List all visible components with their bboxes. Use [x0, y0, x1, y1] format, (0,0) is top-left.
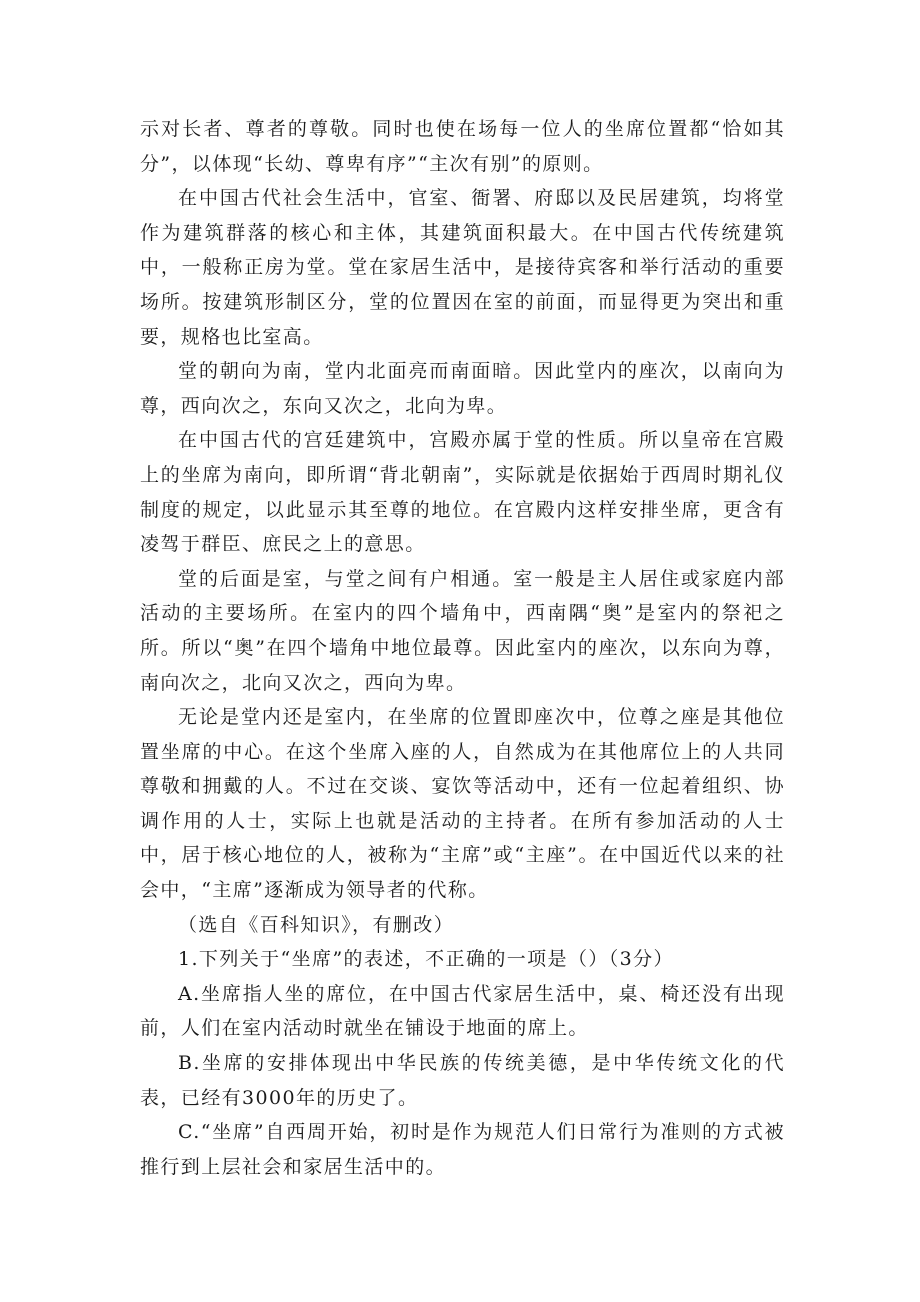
paragraph-chairman: 无论是堂内还是室内，在坐席的位置即座次中，位尊之座是其他位置坐席的中心。在这个坐席入座的人，自然成为在其他席位上的人共同尊敬和拥戴的人。不过在交谈、宴饮等活动中，还有一位起着组织、协调作用的人士，实际上也就是活动的主持者。在所有参加活动的人士中，居于核心地位的人，被称为“主席”或“主座”。在中国近代以来的社会中，“主席”逐渐成为领导者的代称。: [140, 706, 785, 902]
paragraph-hall-orientation: 堂的朝向为南，堂内北面亮而南面暗。因此堂内的座次，以南向为尊，西向次之，东向又次之，北向为卑。: [140, 360, 785, 417]
paragraph-palace: 在中国古代的宫廷建筑中，宫殿亦属于堂的性质。所以皇帝在宫殿上的坐席为南向，即所谓“背北朝南”，实际就是依据始于西周时期礼仪制度的规定，以此显示其至尊的地位。在宫殿内这样安排坐席，更含有凌驾于群臣、庶民之上的意思。: [140, 429, 785, 556]
paragraph-hall-architecture: 在中国古代社会生活中，官室、衙署、府邸以及民居建筑，均将堂作为建筑群落的核心和主体，其建筑面积最大。在中国古代传统建筑中，一般称正房为堂。堂在家居生活中，是接待宾客和举行活动的重要场所。按建筑形制区分，堂的位置因在室的前面，而显得更为突出和重要，规格也比室高。: [140, 187, 785, 348]
question-1: 1.下列关于“坐席”的表述，不正确的一项是（）（3分）: [178, 948, 674, 971]
option-a: A.坐席指人坐的席位，在中国古代家居生活中，桌、椅还没有出现前，人们在室内活动时就坐在铺设于地面的席上。: [140, 982, 785, 1040]
option-c: C.“坐席”自西周开始，初时是作为规范人们日常行为准则的方式被推行到上层社会和家居生活中的。: [140, 1121, 785, 1178]
paragraph-room: 堂的后面是室，与堂之间有户相通。室一般是主人居住或家庭内部活动的主要场所。在室内的四个墙角中，西南隅“奥”是室内的祭祀之所。所以“奥”在四个墙角中地位最尊。因此室内的座次，以东向为尊，南向次之，北向又次之，西向为卑。: [140, 567, 785, 694]
option-b: B.坐席的安排体现出中华民族的传统美德，是中华传统文化的代表，已经有3000年的历史了。: [140, 1052, 785, 1109]
source-note: （选自《百科知识》，有删改）: [178, 913, 455, 936]
paragraph-continuation: 示对长者、尊者的尊敬。同时也使在场每一位人的坐席位置都“恰如其分”，以体现“长幼、尊卑有序”“主次有别”的原则。: [140, 118, 785, 175]
document-page: [140, 112, 785, 1184]
